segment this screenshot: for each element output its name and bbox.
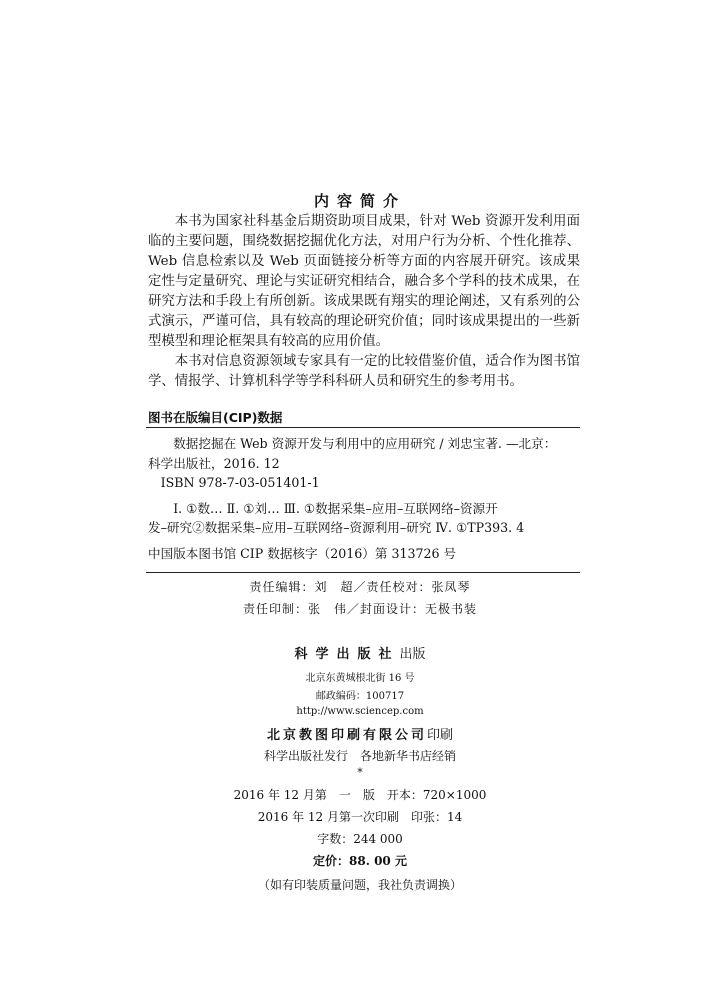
word-count: 字数：244 000 [317,832,403,846]
cip-line-2: 科学出版社，2016. 12 [148,455,280,471]
publisher-name-line [0,643,720,662]
intro-paragraph-2: 本书对信息资源领域专家具有一定的比较借鉴价值，适合作为图书馆学、情报学、计算机科学等学科科研人员和研究生的参考用书。 [148,354,580,389]
cip-bottom-rule [146,572,580,573]
printing-info: 2016 年 12 月第一次印刷 印张：14 [257,810,463,824]
cip-top-rule [146,427,580,428]
price: 定价：88. 00 元 [313,854,407,868]
printer-name: 北京教图印刷有限公司 [266,728,427,743]
edition-info: 2016 年 12 月第 一 版 开本：720×1000 [233,788,487,802]
intro-title: 内容简介 [313,192,406,210]
publisher-postcode: 邮政编码：100717 [315,691,405,702]
cip-line-1: 数据挖掘在 Web 资源开发与利用中的应用研究 / 刘忠宝著. —北京： [173,436,557,451]
credits-printing: 责任印制：张 伟／封面设计：无极书装 [242,602,477,616]
cip-data [148,434,580,563]
intro-text [148,212,580,392]
distribution: 科学出版社发行 各地新华书店经销 [263,749,456,763]
cip-isbn: ISBN 978-7-03-051401-1 [160,475,320,490]
credits-editor: 责任编辑：刘 超／责任校对：张凤琴 [249,580,471,594]
publisher-suffix: 出版 [399,647,426,662]
printer-suffix: 印刷 [427,728,454,743]
cip-title: 图书在版编目(CIP)数据 [148,410,283,425]
cip-line-5: 发–研究②数据采集–应用–互联网络–资源利用–研究 Ⅳ. ①TP393. 4 [148,520,525,535]
publisher-address: 北京东黄城根北街 16 号 [305,673,415,684]
cip-number: 中国版本图书馆 CIP 数据核字（2016）第 313726 号 [148,545,457,561]
publisher-name: 科学出版社 [294,647,400,662]
printer-line [0,724,720,743]
publisher-website: http://www.sciencep.com [296,706,424,717]
intro-paragraph-1: 本书为国家社科基金后期资助项目成果，针对 Web 资源开发利用面临的主要问题，围绕数据挖掘优化方法，对用户行为分析、个性化推荐、Web 信息检索以及 Web 页面链接分析等方面的内容展开研究。该成果定性与定量研究、理论与实证研究相结合，融合多个学科的技术成果，在研究方法和手段上有所创新。该成果既有翔实的理论阐述，又有系列的公式演示，严谨可信，具有较高的理论研究价值；同时该成果提出的一些新型模型和理论框架具有较高的应用价值。 [148,214,580,349]
cip-line-4: Ⅰ. ①数… Ⅱ. ①刘… Ⅲ. ①数据采集–应用–互联网络–资源开 [173,500,498,516]
quality-note: （如有印装质量问题，我社负责调换） [257,878,462,892]
separator-star: * [357,766,363,779]
